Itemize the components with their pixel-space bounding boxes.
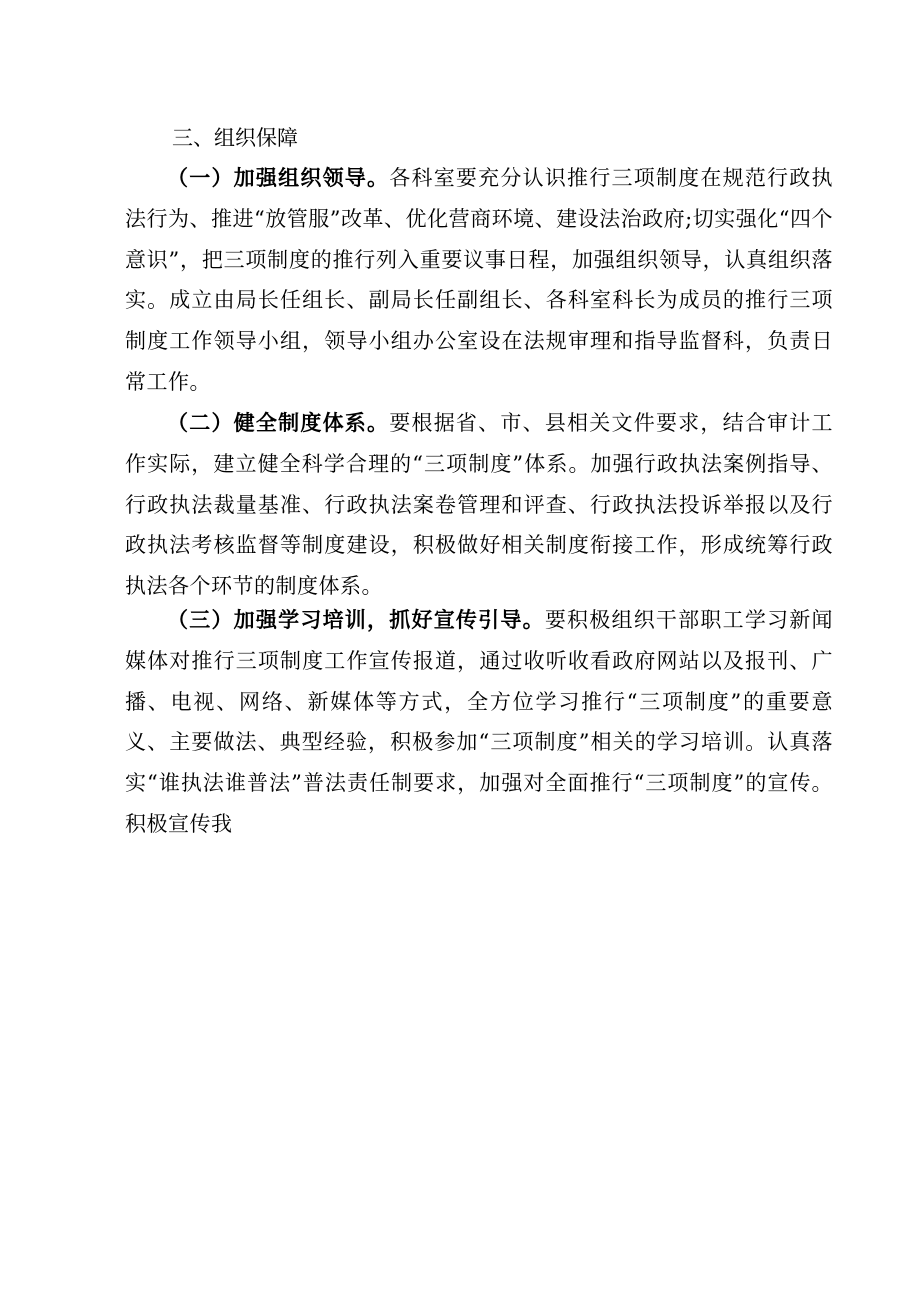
paragraph-lead: （一）加强组织领导。 [167,166,390,190]
paragraph-body: 各科室要充分认识推行三项制度在规范行政执法行为、推进“放管服”改革、优化营商环境、建设法治政府;切实强化“四个意识”，把三项制度的推行列入重要议事日程，加强组织领导，认真组织落实。成立由局长任组长、副局长任副组长、各科室科长为成员的推行三项制度工作领导小组，领导小组办公室设在法规审理和指导监督科，负责日常工作。 [125,166,834,394]
paragraph-training-publicity [125,600,833,845]
paragraph-system-building [125,403,833,607]
paragraph-body: 要积极组织干部职工学习新闻媒体对推行三项制度工作宣传报道，通过收听收看政府网站以及报刊、广播、电视、网络、新媒体等方式，全方位学习推行“三项制度”的重要意义、主要做法、典型经验，积极参加“三项制度”相关的学习培训。认真落实“谁执法谁普法”普法责任制要求，加强对全面推行“三项制度”的宣传。积极宣传我 [125,608,834,836]
paragraph-body: 要根据省、市、县相关文件要求，结合审计工作实际，建立健全科学合理的“三项制度”体系。加强行政执法案例指导、行政执法裁量基准、行政执法案卷管理和评查、行政执法投诉举报以及行政执法考核监督等制度建设，积极做好相关制度衔接工作，形成统筹行政执法各个环节的制度体系。 [125,411,834,599]
paragraph-organization-leadership [125,158,833,403]
section-heading: 三、组织保障 [172,126,298,150]
paragraph-lead: （二）健全制度体系。 [167,411,390,435]
paragraph-lead: （三）加强学习培训，抓好宣传引导。 [167,608,545,632]
